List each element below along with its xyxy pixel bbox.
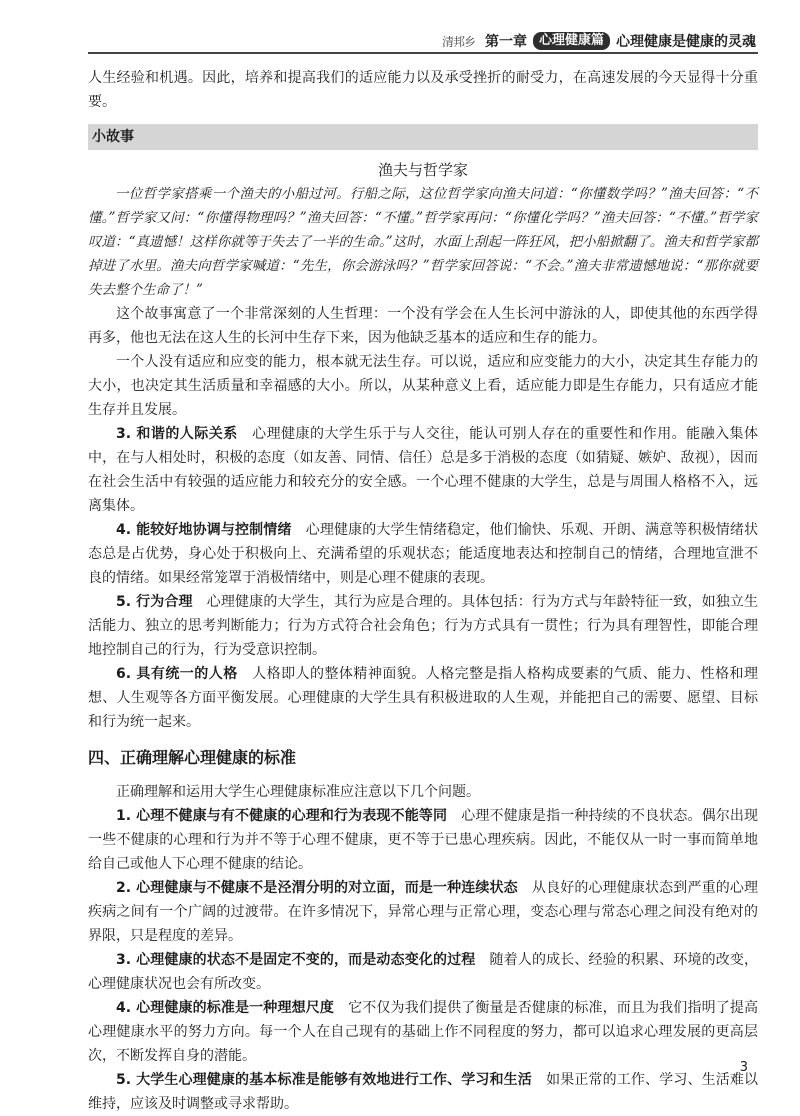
page-body xyxy=(88,66,758,1116)
header-chapter: 第一章 xyxy=(484,34,527,50)
section-4-intro: 正确理解和运用大学生心理健康标准应注意以下几个问题。 xyxy=(116,784,480,800)
standard-item-4-text: 它不仅为我们提供了衡量是否健康的标准，而且为我们指明了提高心理健康水平的努力方向。每一个人在自己现有的基础上作不同程度的努力，都可以追求心理发展的更高层次，不断发挥自身的潜能。 xyxy=(88,1000,758,1064)
item-5-lead: 5. 行为合理 xyxy=(116,594,193,610)
standard-item-5 xyxy=(88,1068,758,1116)
item-5-text: 心理健康的大学生，其行为应是合理的。具体包括：行为方式与年龄特征一致，如独立生活能力、独立的思考判断能力；行为方式符合社会角色；行为方式具有一贯性；行为具有理智性，即能合理地控制自己的行为，行为受意识控制。 xyxy=(88,594,758,658)
story-text: 一位哲学家搭乘一个渔夫的小船过河。行船之际，这位哲学家向渔夫问道：“你懂数学吗？”渔夫回答：“不懂。”哲学家又问：“你懂得物理吗？”渔夫回答：“不懂。”哲学家再问：“你懂化学吗？”渔夫回答：“不懂。”哲学家叹道：“真遗憾！这样你就等于失去了一半的生命。”这时，水面上刮起一阵狂风，把小船掀翻了。渔夫和哲学家都掉进了水里。渔夫向哲学家喊道：“先生，你会游泳吗？”哲学家回答说：“不会。”渔夫非常遗憾地说：“那你就要失去整个生命了！” xyxy=(88,186,758,298)
item-3 xyxy=(88,422,758,518)
standard-item-5-text: 如果正常的工作、学习、生活难以维持，应该及时调整或寻求帮助。 xyxy=(88,1072,759,1112)
story-comment-1: 这个故事寓意了一个非常深刻的人生哲理：一个没有学会在人生长河中游泳的人，即使其他的东西学得再多，他也无法在这人生的长河中生存下来，因为他缺乏基本的适应和生存的能力。 xyxy=(88,306,758,346)
standard-item-2 xyxy=(88,876,758,948)
item-4 xyxy=(88,518,758,590)
story-label: 小故事 xyxy=(92,129,134,145)
standard-item-4 xyxy=(88,996,758,1068)
story-label-bar xyxy=(88,124,758,150)
item-6-lead: 6. 具有统一的人格 xyxy=(116,666,238,682)
header-title-group xyxy=(442,30,756,52)
item-6 xyxy=(88,662,758,734)
item-3-lead: 3. 和谐的人际关系 xyxy=(116,426,238,442)
running-header xyxy=(0,0,800,54)
header-rule xyxy=(88,52,758,54)
section-4-heading: 四、正确理解心理健康的标准 xyxy=(88,748,297,767)
item-4-lead: 4. 能较好地协调与控制情绪 xyxy=(116,522,292,538)
header-badge: 心理健康篇 xyxy=(533,32,610,50)
standard-item-5-lead: 5. 大学生心理健康的基本标准是能够有效地进行工作、学习和生活 xyxy=(116,1072,532,1088)
standard-item-4-lead: 4. 心理健康的标准是一种理想尺度 xyxy=(116,1000,334,1016)
item-4-text: 心理健康的大学生情绪稳定，他们愉快、乐观、开朗、满意等积极情绪状态总是占优势，身心处于积极向上、充满希望的乐观状态；能适度地表达和控制自己的情绪，合理地宣泄不良的情绪。如果经常笼罩于消极情绪中，则是心理不健康的表现。 xyxy=(88,522,759,586)
story-comment-2: 一个人没有适应和应变的能力，根本就无法生存。可以说，适应和应变能力的大小，决定其生存能力的大小，也决定其生活质量和幸福感的大小。所以，从某种意义上看，适应能力即是生存能力，只有适应才能生存并且发展。 xyxy=(88,354,758,418)
standard-item-3-text: 随着人的成长、经验的积累、环境的改变，心理健康状况也会有所改变。 xyxy=(88,952,759,992)
standard-item-2-text: 从良好的心理健康状态到严重的心理疾病之间有一个广阔的过渡带。在许多情况下，异常心理与正常心理，变态心理与常态心理之间没有绝对的界限，只是程度的差异。 xyxy=(88,880,759,944)
item-5 xyxy=(88,590,758,662)
item-3-text: 心理健康的大学生乐于与人交往，能认可别人存在的重要性和作用。能融入集体中，在与人相处时，积极的态度（如友善、同情、信任）总是多于消极的态度（如猜疑、嫉妒、敌视），因而在社会生活中有较强的适应能力和较充分的安全感。一个心理不健康的大学生，总是与周围人格格不入，远离集体。 xyxy=(88,426,758,514)
item-6-text: 人格即人的整体精神面貌。人格完整是指人格构成要素的气质、能力、性格和理想、人生观等各方面平衡发展。心理健康的大学生具有积极进取的人生观，并能把自己的需要、愿望、目标和行为统一起来。 xyxy=(88,666,758,730)
page-number: 3 xyxy=(739,1060,748,1075)
standard-item-2-lead: 2. 心理健康与不健康不是泾渭分明的对立面，而是一种连续状态 xyxy=(116,880,518,896)
intro-paragraph: 人生经验和机遇。因此，培养和提高我们的适应能力以及承受挫折的耐受力，在高速发展的今天显得十分重要。 xyxy=(88,70,758,110)
story-title: 渔夫与哲学家 xyxy=(377,161,468,179)
standard-item-1-lead: 1. 心理不健康与有不健康的心理和行为表现不能等同 xyxy=(116,808,448,824)
standard-item-3 xyxy=(88,948,758,996)
standard-item-1-text: 心理不健康是指一种持续的不良状态。偶尔出现一些不健康的心理和行为并不等于心理不健康，更不等于已患心理疾病。因此，不能仅从一时一事而简单地给自己或他人下心理不健康的结论。 xyxy=(88,808,759,872)
standard-item-3-lead: 3. 心理健康的状态不是固定不变的，而是动态变化的过程 xyxy=(116,952,476,968)
header-logo: 清邦乡 xyxy=(441,34,475,49)
header-title: 心理健康是健康的灵魂 xyxy=(616,34,756,50)
standard-item-1 xyxy=(88,804,758,876)
